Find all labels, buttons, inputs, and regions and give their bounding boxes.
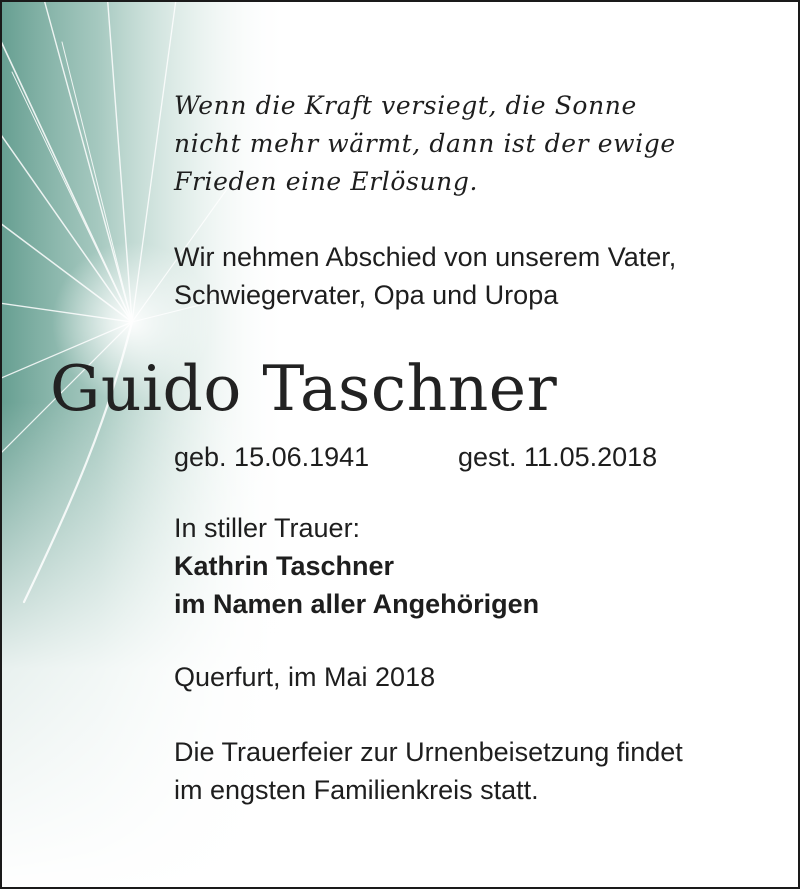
mourning-label: In stiller Trauer:	[174, 513, 361, 543]
place-date: Querfurt, im Mai 2018	[174, 662, 436, 692]
intro-line-2: Schwiegervater, Opa und Uropa	[174, 280, 559, 310]
closing-line-2: im engsten Familienkreis statt.	[174, 775, 539, 805]
quote-line-3: Frieden eine Erlösung.	[174, 167, 478, 196]
birth-date: geb. 15.06.1941	[174, 442, 370, 472]
intro-line-1: Wir nehmen Abschied von unserem Vater,	[174, 242, 677, 272]
death-date: gest. 11.05.2018	[458, 442, 658, 472]
quote-line-2: nicht mehr wärmt, dann ist der ewige	[174, 129, 676, 158]
deceased-name: Guido Taschner	[50, 352, 558, 425]
mourner-name: Kathrin Taschner	[174, 551, 395, 581]
quote-line-1: Wenn die Kraft versiegt, die Sonne	[174, 91, 637, 120]
mourner-family: im Namen aller Angehörigen	[174, 589, 540, 619]
closing-line-1: Die Trauerfeier zur Urnenbeisetzung findet	[174, 737, 683, 767]
